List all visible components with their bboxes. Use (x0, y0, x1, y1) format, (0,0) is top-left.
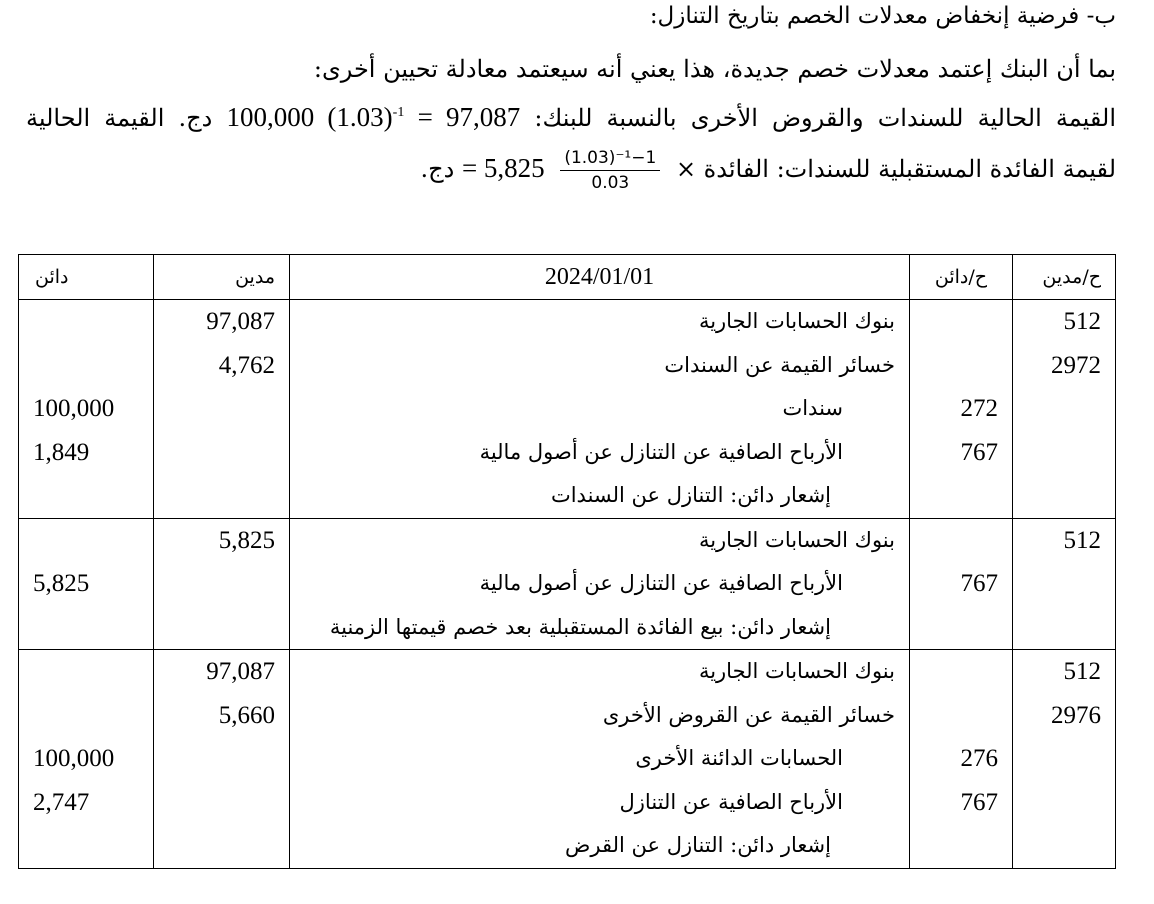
credit-account-numbers (910, 518, 1013, 650)
section-heading: ب- فرضية إنخفاض معدلات الخصم بتاريخ التنازل: (649, 3, 1116, 29)
pv-label-cont: دج. القيمة الحالية (26, 104, 213, 132)
entry-labels-line: إشعار دائن: بيع الفائدة المستقبلية بعد خصم قيمتها الزمنية (329, 614, 831, 639)
interest-label: لقيمة الفائدة المستقبلية للسندات: الفائدة × (675, 155, 1116, 183)
credit-account-numbers (910, 650, 1013, 869)
journal-table (18, 254, 1116, 869)
entry-labels-line: خسائر القيمة عن القروض الأخرى (602, 702, 895, 727)
debit-amounts-line (168, 387, 275, 431)
credit-amounts-line: 2,747 (33, 788, 90, 816)
debit-amounts-line (168, 737, 275, 781)
debit-amounts-line: 97,087 (206, 308, 275, 335)
credit-amounts-line (33, 650, 139, 694)
entry-labels-line: بنوك الحسابات الجارية (698, 309, 895, 333)
credit-amounts (19, 300, 154, 519)
debit-account-numbers-line (1027, 781, 1101, 825)
pv-label: القيمة الحالية للسندات والقروض الأخرى بالنسبة للبنك: (534, 104, 1116, 132)
credit-account-numbers-line: 272 (960, 395, 998, 422)
credit-amounts-line (33, 300, 139, 344)
debit-account-numbers (1013, 650, 1116, 869)
debit-account-numbers (1013, 300, 1116, 519)
header-debit: مدين (154, 255, 290, 300)
credit-amounts-line (33, 824, 139, 868)
header-credit: دائن (19, 255, 154, 300)
credit-amounts (19, 518, 154, 650)
debit-amounts-line: 5,825 (218, 526, 275, 554)
entry-labels-line: إشعار دائن: التنازل عن السندات (550, 483, 831, 507)
debit-account-numbers-line: 512 (1063, 658, 1101, 685)
credit-account-numbers-line: 276 (960, 745, 998, 772)
debit-amounts-line (168, 606, 275, 650)
entry-labels-line: بنوك الحسابات الجارية (698, 527, 895, 552)
entry-labels (290, 300, 910, 519)
debit-amounts (154, 518, 290, 650)
debit-account-numbers-line (1027, 431, 1101, 475)
header-debit-acct: ح/مدين (1013, 255, 1116, 300)
entry-labels (290, 518, 910, 650)
credit-amounts-line: 5,825 (33, 570, 90, 597)
credit-amounts-line (33, 606, 139, 650)
credit-amounts-line: 100,000 (33, 745, 115, 772)
debit-account-numbers-line (1027, 387, 1101, 431)
debit-account-numbers-line: 512 (1063, 526, 1101, 554)
debit-amounts (154, 300, 290, 519)
debit-amounts-line: 97,087 (206, 658, 275, 685)
entry-labels-line: الأرباح الصافية عن التنازل عن أصول مالية (479, 571, 843, 595)
credit-account-numbers-line (924, 606, 998, 650)
credit-account-numbers-line (924, 300, 998, 344)
debit-account-numbers-line (1027, 474, 1101, 518)
journal-entry (19, 518, 1116, 650)
header-date: 2024/01/01 (290, 255, 910, 300)
present-value-paragraph (26, 102, 1116, 133)
debit-account-numbers-line: 2976 (1051, 701, 1101, 729)
debit-amounts-line (168, 781, 275, 825)
entry-labels-line: إشعار دائن: التنازل عن القرض (565, 833, 831, 857)
debit-account-numbers-line: 512 (1063, 308, 1101, 335)
journal-entry (19, 300, 1116, 519)
credit-account-numbers-line (924, 344, 998, 388)
debit-amounts-line (168, 431, 275, 475)
credit-account-numbers-line (924, 650, 998, 694)
credit-account-numbers (910, 300, 1013, 519)
debit-account-numbers (1013, 518, 1116, 650)
debit-account-numbers-line (1027, 562, 1101, 606)
intro-paragraph: بما أن البنك إعتمد معدلات خصم جديدة، هذا يعني أنه سيعتمد معادلة تحيين أخرى: (313, 55, 1116, 83)
credit-account-numbers-line (924, 519, 998, 563)
journal-entry (19, 650, 1116, 869)
credit-account-numbers-line (924, 474, 998, 518)
credit-account-numbers-line: 767 (960, 438, 998, 466)
entry-labels-line: الأرباح الصافية عن التنازل عن أصول مالية (479, 439, 843, 464)
credit-account-numbers-line: 767 (960, 788, 998, 816)
credit-amounts-line: 100,000 (33, 395, 115, 422)
entry-labels-line: بنوك الحسابات الجارية (698, 659, 895, 683)
annuity-fraction: $\frac{\text{(1.03)⁻¹−1}}{0.03}$ (560, 148, 660, 193)
debit-amounts-line (168, 474, 275, 518)
debit-account-numbers-line (1027, 606, 1101, 650)
credit-account-numbers-line (924, 694, 998, 738)
interest-currency: دج. (420, 155, 455, 183)
debit-account-numbers-line: 2972 (1051, 351, 1101, 379)
credit-account-numbers-line: 767 (960, 570, 998, 597)
credit-amounts-line (33, 344, 139, 388)
entry-labels (290, 650, 910, 869)
debit-amounts-line: 5,660 (218, 701, 275, 729)
entry-labels-line: سندات (782, 396, 843, 420)
credit-amounts-line: 1,849 (33, 438, 90, 466)
credit-amounts-line (33, 694, 139, 738)
credit-amounts-line (33, 474, 139, 518)
header-credit-acct: ح/دائن (910, 255, 1013, 300)
interest-paragraph (421, 148, 1117, 193)
debit-amounts-line (168, 562, 275, 606)
entry-labels-line: الحسابات الدائنة الأخرى (635, 746, 843, 770)
debit-account-numbers-line (1027, 737, 1101, 781)
debit-amounts-line (168, 824, 275, 868)
entry-labels-line: الأرباح الصافية عن التنازل (619, 789, 843, 814)
debit-account-numbers-line (1027, 824, 1101, 868)
debit-amounts-line: 4,762 (218, 351, 275, 379)
credit-account-numbers-line (924, 824, 998, 868)
credit-amounts-line (33, 519, 139, 563)
credit-amounts (19, 650, 154, 869)
debit-amounts (154, 650, 290, 869)
interest-value: = 5,825 (461, 153, 545, 183)
journal-header-row (19, 255, 1116, 300)
pv-formula: 100,000 $(1.03)^{-1} = 97,087$ (226, 102, 521, 132)
entry-labels-line: خسائر القيمة عن السندات (664, 352, 895, 377)
